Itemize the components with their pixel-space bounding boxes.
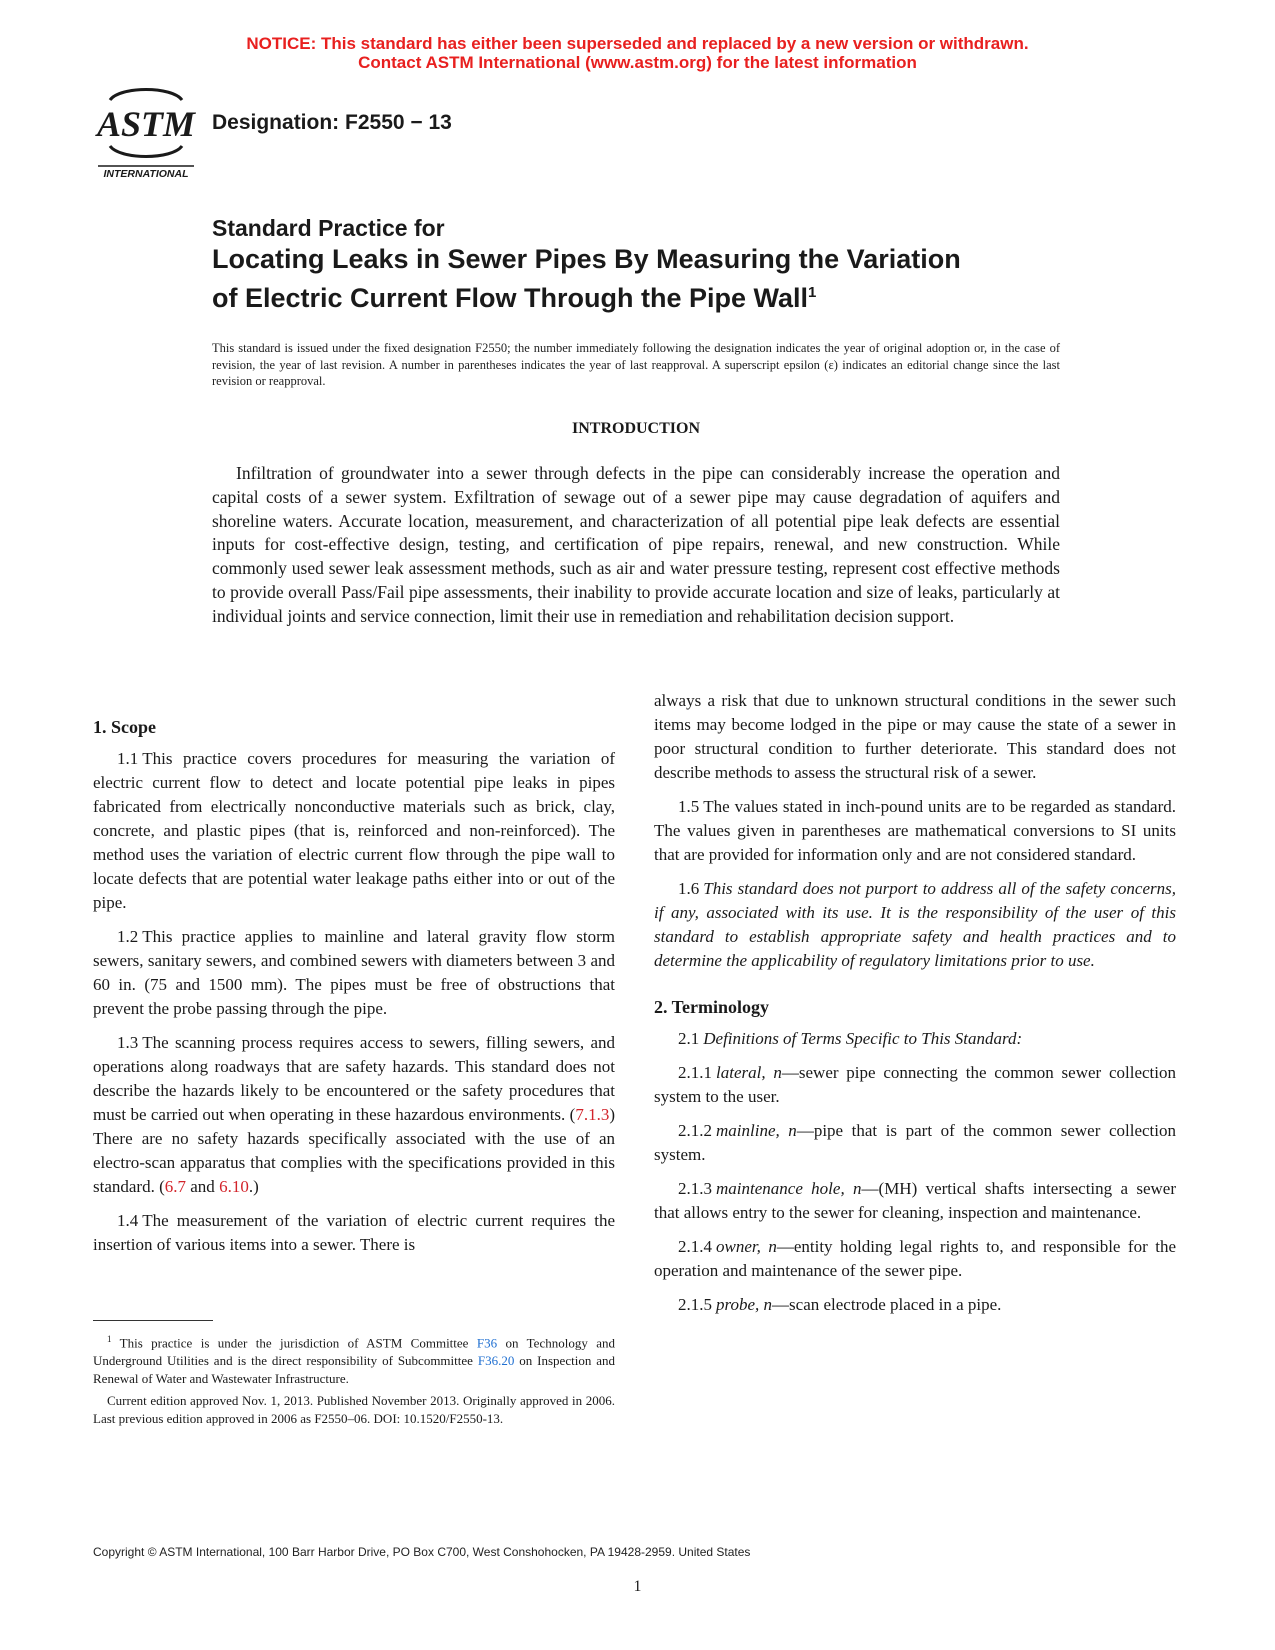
paragraph-number: 2.1.2 xyxy=(678,1121,712,1140)
footnote-text: This practice is under the jurisdiction of ASTM Committee xyxy=(119,1335,477,1351)
term-text: —entity holding legal rights to, and responsible for the operation and maintenance of the sewer pipe. xyxy=(654,1237,1176,1280)
paragraph-1-1 xyxy=(93,747,615,915)
paragraph-number: 2.1.4 xyxy=(678,1237,712,1256)
footnote-mark: 1 xyxy=(107,1334,112,1344)
term-name: owner, n xyxy=(716,1237,777,1256)
footnote-text: on Technology and Underground Utilities and is the direct responsibility of Subcommittee xyxy=(93,1335,616,1369)
paragraph-number: 2.1.1 xyxy=(678,1063,712,1082)
terminology-heading: 2. Terminology xyxy=(654,997,770,1017)
paragraph-number: 1.6 xyxy=(678,879,700,898)
designation: Designation: F2550 − 13 xyxy=(212,111,452,134)
term-text: —sewer pipe connecting the common sewer collection system to the user. xyxy=(654,1063,1176,1106)
paragraph-text: The values stated in inch-pound units are to be regarded as standard. The values given in parentheses are mathematical conversions to SI units that are provided for information only and are not considered standard. xyxy=(654,797,1176,864)
paragraph-1-2 xyxy=(93,925,615,1021)
term-text: —scan electrode placed in a pipe. xyxy=(772,1295,1002,1314)
paragraph-text: The scanning process requires access to sewers, filling sewers, and operations along roadways that are safety hazards. This standard does not describe the hazards likely to be encountered or the safety procedures that must be carried out when operating in these hazardous environments. ( xyxy=(93,1033,615,1124)
paragraph-number: 1.4 xyxy=(117,1211,139,1230)
logo-word: INTERNATIONAL xyxy=(103,168,189,180)
title-line-2 xyxy=(212,276,1112,315)
term-name: probe, n xyxy=(716,1295,773,1314)
paragraph-text: and xyxy=(186,1177,220,1196)
paragraph-text: This practice covers procedures for measuring the variation of electric current flow to detect and locate potential pipe leaks in pipes fabricated from electrically nonconductive materials such as brick, clay, concrete, and plastic pipes (that is, reinforced and non-reinforced). The method uses the variation of electric current flow through the pipe wall to locate defects that are potential water leakage paths either into or out of the pipe. xyxy=(93,749,615,912)
paragraph-number: 1.3 xyxy=(117,1033,139,1052)
committee-link-f36[interactable]: F36 xyxy=(476,1335,498,1351)
logo-letters: ASTM xyxy=(96,104,196,144)
paragraph-text: This standard does not purport to address all of the safety concerns, if any, associated with its use. It is the responsibility of the user of this standard to establish appropriate safety and health practices and to determine the applicability of regulatory limitations prior to use. xyxy=(654,879,1176,970)
paragraph-number: 1.2 xyxy=(117,927,139,946)
term-definition xyxy=(654,1177,1176,1225)
page-number: 1 xyxy=(633,1578,642,1595)
term-definition xyxy=(654,1293,1176,1317)
astm-logo xyxy=(92,80,200,180)
term-name: maintenance hole, n xyxy=(716,1179,862,1198)
paragraph-text: .) xyxy=(248,1177,259,1196)
term-definition xyxy=(654,1061,1176,1109)
paragraph-1-5 xyxy=(654,795,1176,867)
paragraph-text: Definitions of Terms Specific to This Standard: xyxy=(703,1029,1023,1048)
paragraph-number: 1.1 xyxy=(117,749,139,768)
issued-note: This standard is issued under the fixed designation F2550; the number immediately following the designation indicates the year of original adoption or, in the case of revision, the year of last revision. A number in parentheses indicates the year of last reapproval. A superscript epsilon (ε) indicates an editorial change since the last revision or reapproval. xyxy=(212,341,1060,388)
footnote-text: on Inspection and Renewal of Water and Wastewater Infrastructure. xyxy=(93,1353,616,1387)
paragraph-1-3 xyxy=(93,1031,615,1199)
term-name: lateral, n xyxy=(716,1063,782,1082)
paragraph-1-6 xyxy=(654,877,1176,973)
paragraph-number: 2.1 xyxy=(678,1029,700,1048)
paragraph-number: 2.1.5 xyxy=(678,1295,712,1314)
subcommittee-link-f36-20[interactable]: F36.20 xyxy=(477,1353,515,1369)
term-definition xyxy=(654,1119,1176,1167)
footnote-edition: Current edition approved Nov. 1, 2013. Published November 2013. Originally approved in 2006. Last previous edition approved in 2006 as F2550–06. DOI: 10.1520/F2550-13. xyxy=(93,1393,615,1427)
left-column xyxy=(93,715,615,1267)
title-line-2-text: of Electric Current Flow Through the Pipe Wall xyxy=(212,283,809,313)
introduction-heading: INTRODUCTION xyxy=(571,420,700,437)
term-text: —(MH) vertical shafts intersecting a sewer that allows entry to the sewer for cleaning, inspection and maintenance. xyxy=(654,1179,1176,1222)
paragraph-number: 2.1.3 xyxy=(678,1179,712,1198)
term-definition xyxy=(654,1235,1176,1283)
notice-banner xyxy=(0,34,1275,72)
term-text: —pipe that is part of the common sewer collection system. xyxy=(654,1121,1176,1164)
reference-link-6-7[interactable]: 6.7 xyxy=(164,1177,187,1196)
paragraph-2-1 xyxy=(654,1027,1176,1051)
footnote-divider xyxy=(93,1320,213,1321)
right-column xyxy=(654,689,1176,1327)
title-line-1: Locating Leaks in Sewer Pipes By Measuring the Variation xyxy=(212,244,961,274)
title-footnote-mark: 1 xyxy=(808,284,817,301)
paragraph-text: The measurement of the variation of electric current requires the insertion of various items into a sewer. There is xyxy=(93,1211,615,1254)
notice-line-1: NOTICE: This standard has either been superseded and replaced by a new version or withdrawn. xyxy=(246,34,1029,53)
reference-link-7-1-3[interactable]: 7.1.3 xyxy=(575,1105,610,1124)
notice-line-2: Contact ASTM International (www.astm.org) for the latest information xyxy=(358,53,917,72)
term-name: mainline, n xyxy=(716,1121,797,1140)
paragraph-text: This practice applies to mainline and lateral gravity flow storm sewers, sanitary sewers, and combined sewers with diameters between 3 and 60 in. (75 and 1500 mm). The pipes must be free of obstructions that prevent the probe passing through the pipe. xyxy=(93,927,615,1018)
reference-link-6-10[interactable]: 6.10 xyxy=(219,1177,249,1196)
paragraph-text: ) There are no safety hazards specifically associated with the use of an electro-scan apparatus that complies with the specifications provided in this standard. ( xyxy=(93,1105,615,1196)
paragraph-number: 1.5 xyxy=(678,797,700,816)
title-kicker: Standard Practice for xyxy=(212,215,445,241)
title-block xyxy=(212,214,1112,315)
paragraph-1-4-continued: always a risk that due to unknown structural conditions in the sewer such items may become lodged in the pipe or may cause the state of a sewer in poor structural condition to further deteriorate. This standard does not describe methods to assess the structural risk of a sewer. xyxy=(654,691,1176,782)
introduction-text: Infiltration of groundwater into a sewer through defects in the pipe can considerably increase the operation and capital costs of a sewer system. Exfiltration of sewage out of a sewer pipe may cause degradation of aquifers and shoreline waters. Accurate location, measurement, and characterization of all potential pipe leak defects are essential inputs for cost-effective design, testing, and certification of pipe repairs, renewal, and new construction. While commonly used sewer leak assessment methods, such as air and water pressure testing, represent cost effective methods to provide overall Pass/Fail pipe assessments, their inability to provide accurate location and size of leaks, particularly at individual joints and service connection, limit their use in remediation and rehabilitation decision support. xyxy=(212,463,1060,626)
copyright: Copyright © ASTM International, 100 Barr Harbor Drive, PO Box C700, West Conshohocken, PA 19428-2959. United States xyxy=(93,1545,751,1559)
paragraph-1-4 xyxy=(93,1209,615,1257)
footnotes xyxy=(93,1330,615,1432)
scope-heading: 1. Scope xyxy=(93,717,156,737)
footnote-1 xyxy=(93,1330,615,1388)
